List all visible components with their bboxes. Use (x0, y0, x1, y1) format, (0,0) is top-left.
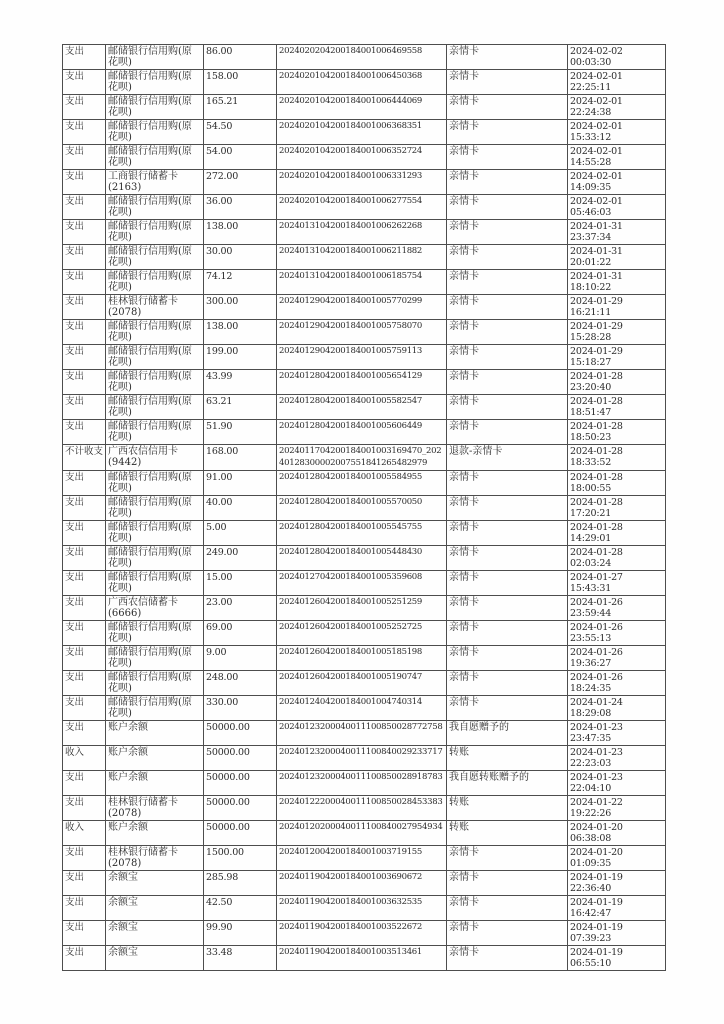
cell-amount: 50000.00 (204, 746, 277, 771)
cell-txn: 2024012604200184001005190747 (277, 671, 447, 696)
cell-type: 支出 (63, 471, 106, 496)
cell-txn: 2024011704200184001003169470_20240128300002007551841265482979 (277, 445, 447, 471)
cell-amount: 1500.00 (204, 846, 277, 871)
cell-datetime: 2024-02-01 14:09:35 (568, 170, 666, 195)
cell-datetime: 2024-01-28 18:33:52 (568, 445, 666, 471)
cell-desc: 亲情卡 (447, 370, 568, 395)
cell-type: 支出 (63, 395, 106, 420)
cell-type: 支出 (63, 721, 106, 746)
cell-txn: 20240122200040011100850028453383 (277, 796, 447, 821)
cell-type: 支出 (63, 270, 106, 295)
cell-txn: 20240123200040011100850028918783 (277, 771, 447, 796)
cell-txn: 2024012804200184001005654129 (277, 370, 447, 395)
table-row (63, 896, 666, 921)
cell-txn: 20240120200040011100840027954934 (277, 821, 447, 846)
cell-type: 支出 (63, 896, 106, 921)
cell-method: 账户余额 (106, 771, 204, 796)
cell-amount: 43.99 (204, 370, 277, 395)
cell-desc: 亲情卡 (447, 245, 568, 270)
cell-amount: 99.90 (204, 921, 277, 946)
cell-method: 邮储银行信用购(原花呗) (106, 671, 204, 696)
table-row (63, 546, 666, 571)
cell-txn: 2024012004200184001003719155 (277, 846, 447, 871)
cell-amount: 9.00 (204, 646, 277, 671)
cell-datetime: 2024-01-28 18:00:55 (568, 471, 666, 496)
cell-datetime: 2024-02-01 05:46:03 (568, 195, 666, 220)
cell-desc: 亲情卡 (447, 95, 568, 120)
table-row (63, 420, 666, 445)
table-row (63, 771, 666, 796)
transactions-table (62, 44, 666, 971)
cell-txn: 2024011904200184001003632535 (277, 896, 447, 921)
cell-desc: 亲情卡 (447, 145, 568, 170)
cell-type: 支出 (63, 220, 106, 245)
cell-txn: 2024020104200184001006277554 (277, 195, 447, 220)
cell-datetime: 2024-01-26 19:36:27 (568, 646, 666, 671)
cell-txn: 2024013104200184001006262268 (277, 220, 447, 245)
cell-amount: 249.00 (204, 546, 277, 571)
cell-txn: 2024012404200184001004740314 (277, 696, 447, 721)
cell-txn: 20240123200040011100850028772758 (277, 721, 447, 746)
table-row (63, 95, 666, 120)
cell-amount: 36.00 (204, 195, 277, 220)
cell-datetime: 2024-01-29 15:18:27 (568, 345, 666, 370)
cell-datetime: 2024-02-01 15:33:12 (568, 120, 666, 145)
cell-datetime: 2024-01-23 22:04:10 (568, 771, 666, 796)
cell-type: 支出 (63, 320, 106, 345)
table-row (63, 270, 666, 295)
cell-method: 邮储银行信用购(原花呗) (106, 621, 204, 646)
table-row (63, 796, 666, 821)
cell-type: 支出 (63, 245, 106, 270)
cell-amount: 54.00 (204, 145, 277, 170)
cell-datetime: 2024-01-28 18:50:23 (568, 420, 666, 445)
cell-type: 支出 (63, 370, 106, 395)
table-row (63, 496, 666, 521)
cell-method: 邮储银行信用购(原花呗) (106, 395, 204, 420)
cell-desc: 亲情卡 (447, 671, 568, 696)
cell-method: 邮储银行信用购(原花呗) (106, 220, 204, 245)
cell-method: 账户余额 (106, 746, 204, 771)
cell-method: 邮储银行信用购(原花呗) (106, 546, 204, 571)
cell-type: 支出 (63, 796, 106, 821)
cell-amount: 54.50 (204, 120, 277, 145)
cell-method: 邮储银行信用购(原花呗) (106, 270, 204, 295)
cell-datetime: 2024-01-28 17:20:21 (568, 496, 666, 521)
cell-method: 邮储银行信用购(原花呗) (106, 646, 204, 671)
cell-amount: 50000.00 (204, 721, 277, 746)
cell-amount: 300.00 (204, 295, 277, 320)
table-row (63, 746, 666, 771)
cell-amount: 33.48 (204, 946, 277, 971)
cell-type: 收入 (63, 821, 106, 846)
cell-desc: 转账 (447, 821, 568, 846)
table-row (63, 395, 666, 420)
cell-datetime: 2024-01-19 22:36:40 (568, 871, 666, 896)
cell-amount: 50000.00 (204, 771, 277, 796)
cell-txn: 2024012804200184001005448430 (277, 546, 447, 571)
cell-txn: 2024012704200184001005359608 (277, 571, 447, 596)
table-row (63, 320, 666, 345)
cell-method: 邮储银行信用购(原花呗) (106, 345, 204, 370)
cell-txn: 2024020104200184001006450368 (277, 70, 447, 95)
cell-txn: 2024011904200184001003522672 (277, 921, 447, 946)
table-row (63, 370, 666, 395)
cell-method: 邮储银行信用购(原花呗) (106, 471, 204, 496)
table-row (63, 696, 666, 721)
cell-desc: 亲情卡 (447, 120, 568, 145)
cell-amount: 23.00 (204, 596, 277, 621)
cell-txn: 2024012804200184001005582547 (277, 395, 447, 420)
transactions-table-body (63, 45, 666, 971)
cell-datetime: 2024-02-01 22:24:38 (568, 95, 666, 120)
cell-datetime: 2024-02-02 00:03:30 (568, 45, 666, 70)
cell-desc: 亲情卡 (447, 345, 568, 370)
table-row (63, 345, 666, 370)
cell-datetime: 2024-01-19 07:39:23 (568, 921, 666, 946)
cell-type: 支出 (63, 95, 106, 120)
cell-method: 桂林银行储蓄卡(2078) (106, 846, 204, 871)
table-row (63, 721, 666, 746)
cell-amount: 86.00 (204, 45, 277, 70)
table-row (63, 821, 666, 846)
cell-desc: 亲情卡 (447, 395, 568, 420)
table-row (63, 621, 666, 646)
cell-txn: 2024012804200184001005545755 (277, 521, 447, 546)
cell-desc: 转账 (447, 796, 568, 821)
cell-datetime: 2024-01-26 18:24:35 (568, 671, 666, 696)
table-row (63, 445, 666, 471)
cell-txn: 2024012904200184001005759113 (277, 345, 447, 370)
cell-amount: 91.00 (204, 471, 277, 496)
cell-method: 余额宝 (106, 921, 204, 946)
cell-datetime: 2024-01-31 18:10:22 (568, 270, 666, 295)
cell-datetime: 2024-01-26 23:55:13 (568, 621, 666, 646)
cell-type: 支出 (63, 921, 106, 946)
cell-desc: 我自愿赠予的 (447, 721, 568, 746)
cell-method: 邮储银行信用购(原花呗) (106, 496, 204, 521)
cell-type: 支出 (63, 696, 106, 721)
cell-amount: 63.21 (204, 395, 277, 420)
cell-amount: 30.00 (204, 245, 277, 270)
cell-method: 广西农信信用卡(9442) (106, 445, 204, 471)
cell-amount: 42.50 (204, 896, 277, 921)
cell-datetime: 2024-01-23 23:47:35 (568, 721, 666, 746)
cell-type: 支出 (63, 70, 106, 95)
cell-amount: 50000.00 (204, 821, 277, 846)
cell-type: 支出 (63, 521, 106, 546)
cell-amount: 40.00 (204, 496, 277, 521)
cell-amount: 165.21 (204, 95, 277, 120)
cell-method: 邮储银行信用购(原花呗) (106, 120, 204, 145)
cell-amount: 248.00 (204, 671, 277, 696)
cell-amount: 158.00 (204, 70, 277, 95)
cell-method: 余额宝 (106, 946, 204, 971)
cell-amount: 51.90 (204, 420, 277, 445)
cell-method: 邮储银行信用购(原花呗) (106, 320, 204, 345)
table-row (63, 471, 666, 496)
cell-method: 余额宝 (106, 896, 204, 921)
cell-txn: 2024012604200184001005251259 (277, 596, 447, 621)
cell-desc: 亲情卡 (447, 871, 568, 896)
cell-datetime: 2024-01-28 14:29:01 (568, 521, 666, 546)
cell-type: 支出 (63, 671, 106, 696)
cell-amount: 199.00 (204, 345, 277, 370)
cell-type: 支出 (63, 45, 106, 70)
cell-amount: 168.00 (204, 445, 277, 471)
cell-type: 支出 (63, 170, 106, 195)
cell-desc: 亲情卡 (447, 195, 568, 220)
table-row (63, 596, 666, 621)
cell-desc: 亲情卡 (447, 45, 568, 70)
cell-amount: 5.00 (204, 521, 277, 546)
cell-amount: 15.00 (204, 571, 277, 596)
table-row (63, 946, 666, 971)
cell-amount: 285.98 (204, 871, 277, 896)
cell-type: 支出 (63, 771, 106, 796)
cell-type: 支出 (63, 621, 106, 646)
cell-datetime: 2024-01-20 06:38:08 (568, 821, 666, 846)
cell-method: 邮储银行信用购(原花呗) (106, 420, 204, 445)
cell-desc: 亲情卡 (447, 496, 568, 521)
cell-desc: 亲情卡 (447, 946, 568, 971)
table-row (63, 921, 666, 946)
table-row (63, 120, 666, 145)
cell-txn: 2024012904200184001005770299 (277, 295, 447, 320)
table-row (63, 846, 666, 871)
cell-type: 支出 (63, 571, 106, 596)
cell-datetime: 2024-02-01 14:55:28 (568, 145, 666, 170)
cell-type: 支出 (63, 120, 106, 145)
cell-method: 邮储银行信用购(原花呗) (106, 45, 204, 70)
cell-method: 邮储银行信用购(原花呗) (106, 521, 204, 546)
cell-amount: 330.00 (204, 696, 277, 721)
cell-txn: 2024020104200184001006331293 (277, 170, 447, 195)
cell-desc: 亲情卡 (447, 420, 568, 445)
cell-type: 支出 (63, 646, 106, 671)
cell-datetime: 2024-01-20 01:09:35 (568, 846, 666, 871)
cell-method: 余额宝 (106, 871, 204, 896)
cell-txn: 2024020204200184001006469558 (277, 45, 447, 70)
cell-desc: 亲情卡 (447, 571, 568, 596)
cell-amount: 138.00 (204, 220, 277, 245)
cell-datetime: 2024-01-24 18:29:08 (568, 696, 666, 721)
cell-txn: 2024012804200184001005584955 (277, 471, 447, 496)
table-row (63, 571, 666, 596)
cell-type: 支出 (63, 946, 106, 971)
cell-desc: 亲情卡 (447, 70, 568, 95)
cell-method: 账户余额 (106, 821, 204, 846)
cell-desc: 亲情卡 (447, 471, 568, 496)
cell-datetime: 2024-01-19 06:55:10 (568, 946, 666, 971)
cell-txn: 2024020104200184001006368351 (277, 120, 447, 145)
cell-method: 邮储银行信用购(原花呗) (106, 245, 204, 270)
cell-method: 邮储银行信用购(原花呗) (106, 95, 204, 120)
cell-datetime: 2024-01-31 23:37:34 (568, 220, 666, 245)
table-row (63, 145, 666, 170)
cell-desc: 亲情卡 (447, 921, 568, 946)
table-row (63, 195, 666, 220)
cell-type: 支出 (63, 420, 106, 445)
cell-datetime: 2024-01-26 23:59:44 (568, 596, 666, 621)
cell-type: 支出 (63, 295, 106, 320)
table-row (63, 646, 666, 671)
table-row (63, 45, 666, 70)
cell-datetime: 2024-01-23 22:23:03 (568, 746, 666, 771)
cell-amount: 138.00 (204, 320, 277, 345)
cell-desc: 我自愿转账赠予的 (447, 771, 568, 796)
cell-desc: 亲情卡 (447, 521, 568, 546)
cell-method: 工商银行储蓄卡(2163) (106, 170, 204, 195)
cell-type: 支出 (63, 145, 106, 170)
cell-method: 广西农信储蓄卡(6666) (106, 596, 204, 621)
cell-method: 邮储银行信用购(原花呗) (106, 370, 204, 395)
cell-type: 支出 (63, 546, 106, 571)
cell-txn: 2024012804200184001005570050 (277, 496, 447, 521)
table-row (63, 871, 666, 896)
cell-amount: 74.12 (204, 270, 277, 295)
cell-txn: 2024012804200184001005606449 (277, 420, 447, 445)
cell-method: 邮储银行信用购(原花呗) (106, 70, 204, 95)
cell-datetime: 2024-01-19 16:42:47 (568, 896, 666, 921)
cell-txn: 2024020104200184001006444069 (277, 95, 447, 120)
cell-desc: 退款-亲情卡 (447, 445, 568, 471)
cell-datetime: 2024-01-29 16:21:11 (568, 295, 666, 320)
cell-txn: 2024011904200184001003513461 (277, 946, 447, 971)
cell-amount: 69.00 (204, 621, 277, 646)
table-row (63, 521, 666, 546)
cell-desc: 亲情卡 (447, 295, 568, 320)
cell-type: 支出 (63, 496, 106, 521)
cell-txn: 20240123200040011100840029233717 (277, 746, 447, 771)
cell-type: 支出 (63, 345, 106, 370)
cell-desc: 亲情卡 (447, 320, 568, 345)
cell-type: 不计收支 (63, 445, 106, 471)
cell-datetime: 2024-01-31 20:01:22 (568, 245, 666, 270)
cell-type: 收入 (63, 746, 106, 771)
table-row (63, 295, 666, 320)
cell-desc: 亲情卡 (447, 170, 568, 195)
cell-txn: 2024013104200184001006211882 (277, 245, 447, 270)
cell-method: 桂林银行储蓄卡(2078) (106, 796, 204, 821)
cell-type: 支出 (63, 846, 106, 871)
cell-txn: 2024012904200184001005758070 (277, 320, 447, 345)
cell-method: 账户余额 (106, 721, 204, 746)
cell-method: 邮储银行信用购(原花呗) (106, 195, 204, 220)
cell-desc: 亲情卡 (447, 646, 568, 671)
cell-type: 支出 (63, 871, 106, 896)
cell-datetime: 2024-01-22 19:22:26 (568, 796, 666, 821)
cell-method: 邮储银行信用购(原花呗) (106, 145, 204, 170)
cell-txn: 2024012604200184001005185198 (277, 646, 447, 671)
cell-desc: 亲情卡 (447, 621, 568, 646)
cell-datetime: 2024-01-28 02:03:24 (568, 546, 666, 571)
cell-datetime: 2024-01-28 18:51:47 (568, 395, 666, 420)
cell-txn: 2024012604200184001005252725 (277, 621, 447, 646)
cell-desc: 亲情卡 (447, 896, 568, 921)
cell-amount: 50000.00 (204, 796, 277, 821)
cell-desc: 亲情卡 (447, 546, 568, 571)
cell-datetime: 2024-01-27 15:43:31 (568, 571, 666, 596)
cell-desc: 亲情卡 (447, 846, 568, 871)
cell-desc: 亲情卡 (447, 696, 568, 721)
table-row (63, 671, 666, 696)
cell-txn: 2024011904200184001003690672 (277, 871, 447, 896)
table-row (63, 220, 666, 245)
cell-desc: 转账 (447, 746, 568, 771)
cell-type: 支出 (63, 195, 106, 220)
cell-txn: 2024020104200184001006352724 (277, 145, 447, 170)
cell-desc: 亲情卡 (447, 220, 568, 245)
cell-desc: 亲情卡 (447, 270, 568, 295)
table-row (63, 70, 666, 95)
table-row (63, 245, 666, 270)
cell-method: 邮储银行信用购(原花呗) (106, 696, 204, 721)
cell-amount: 272.00 (204, 170, 277, 195)
cell-datetime: 2024-01-29 15:28:28 (568, 320, 666, 345)
cell-method: 邮储银行信用购(原花呗) (106, 571, 204, 596)
table-row (63, 170, 666, 195)
cell-datetime: 2024-02-01 22:25:11 (568, 70, 666, 95)
cell-datetime: 2024-01-28 23:20:40 (568, 370, 666, 395)
cell-desc: 亲情卡 (447, 596, 568, 621)
cell-method: 桂林银行储蓄卡(2078) (106, 295, 204, 320)
cell-txn: 2024013104200184001006185754 (277, 270, 447, 295)
cell-type: 支出 (63, 596, 106, 621)
